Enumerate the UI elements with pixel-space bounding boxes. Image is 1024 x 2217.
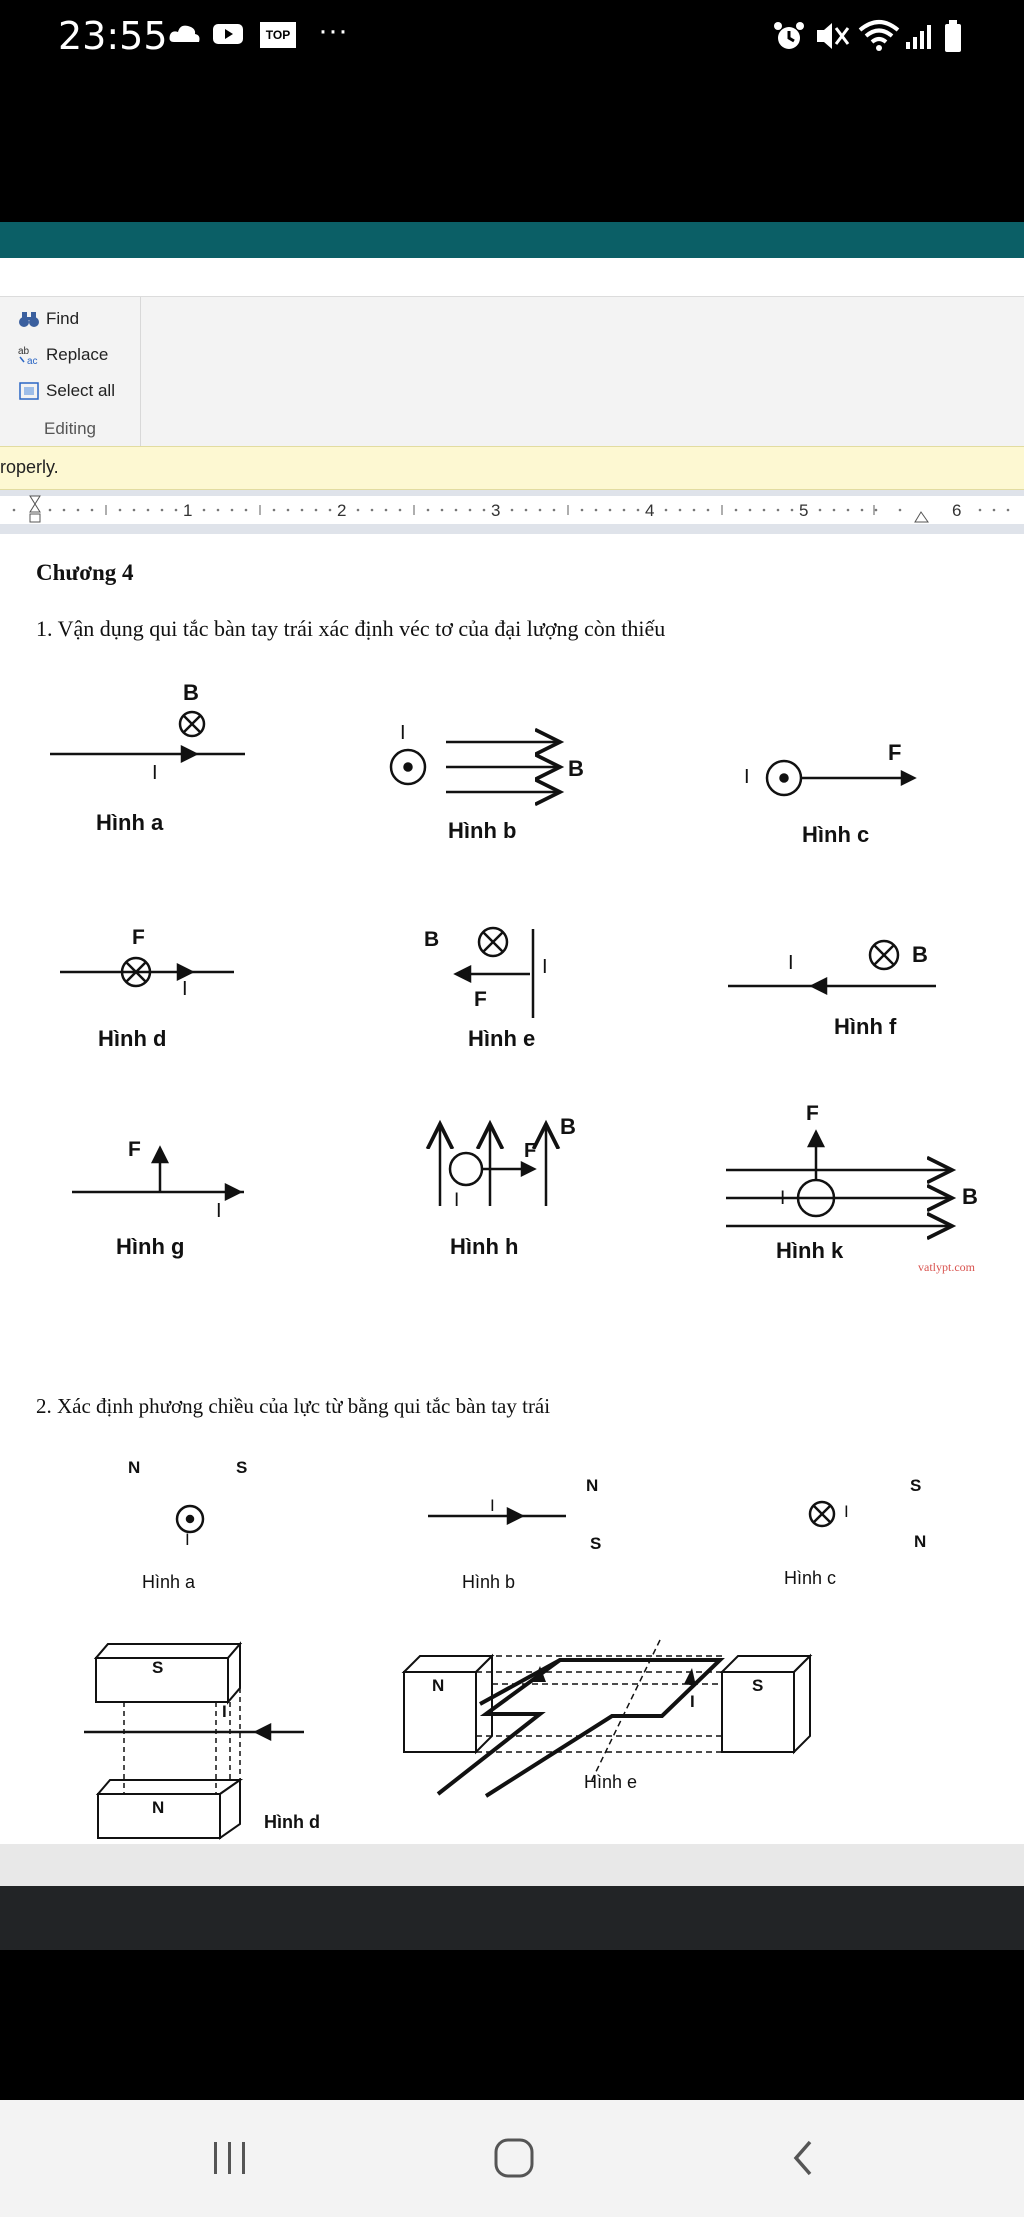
- app-title-band: [0, 222, 1024, 258]
- ruler-mark-5: 5: [799, 501, 809, 520]
- message-text: roperly.: [0, 457, 59, 477]
- question-2-title: 2. Xác định phương chiều của lực từ bằng qui tắc bàn tay trái: [36, 1394, 551, 1418]
- fig1k-F-label: F: [806, 1102, 819, 1125]
- fig1g-F-label: F: [128, 1138, 141, 1161]
- fig2c-I-label: I: [844, 1502, 849, 1521]
- fig2d-S-label: S: [152, 1658, 164, 1677]
- find-button[interactable]: [18, 309, 79, 329]
- fig1e-B-label: B: [424, 928, 440, 951]
- fig1k-caption: Hình k: [776, 1238, 844, 1263]
- recent-apps-icon[interactable]: [210, 2138, 250, 2178]
- fig2e-I-label: I: [690, 1692, 695, 1711]
- fig1c-F-label: F: [888, 740, 902, 765]
- ruler-mark-6: 6: [952, 501, 962, 520]
- svg-text:ac: ac: [27, 356, 38, 365]
- signal-icon: [904, 22, 934, 50]
- replace-icon: [18, 345, 40, 365]
- battery-icon: [944, 20, 964, 54]
- fig1g-caption: Hình g: [116, 1234, 185, 1259]
- fig1a-B-label: B: [183, 680, 199, 705]
- notification-badge: TOP: [260, 22, 296, 48]
- fig1f-caption: Hình f: [834, 1014, 897, 1039]
- fig1e-F-label: F: [474, 988, 487, 1011]
- replace-button[interactable]: [18, 345, 108, 365]
- fig2c-caption: Hình c: [784, 1568, 837, 1588]
- fig1k-B-label: B: [962, 1184, 978, 1209]
- fig1k-I-label: I: [780, 1188, 786, 1209]
- status-strip: [0, 1844, 1024, 1886]
- more-notifications-icon: ···: [318, 14, 348, 47]
- editing-group-label: Editing: [44, 419, 96, 438]
- fig1d-I-label: I: [182, 978, 188, 1000]
- fig2a-N-label: N: [128, 1458, 141, 1477]
- empty-area: [0, 1950, 1024, 2100]
- watermark: vatlypt.com: [918, 1260, 975, 1274]
- ribbon-tabs-area: [0, 258, 1024, 296]
- fig1b-caption: Hình b: [448, 818, 517, 843]
- binoculars-icon: [18, 309, 40, 329]
- fig1d-caption: Hình d: [98, 1026, 167, 1051]
- fig1f-B-label: B: [912, 942, 928, 967]
- ruler-mark-2: 2: [337, 501, 347, 520]
- fig2b-I-label: I: [490, 1496, 495, 1515]
- fig1a-I-label: I: [152, 762, 158, 784]
- select-all-button[interactable]: [18, 381, 115, 401]
- fig2b-caption: Hình b: [462, 1572, 516, 1592]
- fig1e-I-label: I: [542, 956, 548, 978]
- svg-text:ab: ab: [18, 346, 30, 357]
- fig2b-N-label: N: [586, 1476, 599, 1495]
- ruler-scale: [0, 490, 1024, 534]
- document-page[interactable]: [0, 534, 1024, 1844]
- fig1a-caption: Hình a: [96, 810, 164, 835]
- fig1h-caption: Hình h: [450, 1234, 519, 1259]
- chapter-title: Chương 4: [36, 560, 134, 585]
- figures-diagrams: [0, 534, 1024, 1844]
- wifi-icon: [858, 18, 900, 52]
- home-icon[interactable]: [492, 2136, 536, 2180]
- fig2d-caption: Hình d: [264, 1812, 320, 1832]
- ruler-mark-3: 3: [491, 501, 501, 520]
- fig2a-I-label: I: [185, 1530, 190, 1549]
- fig1c-I-label: I: [744, 766, 750, 788]
- fig1g-I-label: I: [216, 1200, 222, 1222]
- fig2d-I-label: I: [222, 1702, 227, 1721]
- alarm-icon: [772, 20, 806, 52]
- find-label: Find: [46, 309, 80, 328]
- mute-icon: [814, 20, 850, 52]
- fig1h-I-label: I: [454, 1190, 460, 1211]
- ribbon: [0, 296, 1024, 447]
- fig2e-N-label: N: [432, 1676, 445, 1695]
- fig1d-F-label: F: [132, 926, 145, 949]
- fig1f-I-label: I: [788, 952, 794, 974]
- fig2e-S-label: S: [752, 1676, 764, 1695]
- select-all-label: Select all: [46, 381, 115, 400]
- ruler-mark-1: 1: [183, 501, 193, 520]
- fig1c-caption: Hình c: [802, 822, 870, 847]
- fig2b-S-label: S: [590, 1534, 602, 1553]
- fig1e-caption: Hình e: [468, 1026, 536, 1051]
- question-1-title: 1. Vận dụng qui tắc bàn tay trái xác định véc tơ của đại lượng còn thiếu: [36, 616, 666, 641]
- fig2e-caption: Hình e: [584, 1772, 638, 1792]
- fig2a-S-label: S: [236, 1458, 248, 1477]
- fig2a-caption: Hình a: [142, 1572, 196, 1592]
- cloud-icon: [168, 22, 202, 44]
- back-icon[interactable]: [788, 2138, 818, 2178]
- fig1h-B-label: B: [560, 1114, 576, 1139]
- fig2c-N-label: N: [914, 1532, 927, 1551]
- app-bottom-bar: [0, 1886, 1024, 1950]
- select-all-icon: [18, 381, 40, 401]
- replace-label: Replace: [46, 345, 109, 364]
- editing-group: [0, 297, 141, 447]
- fig1h-F-label: F: [524, 1140, 537, 1162]
- fig1b-B-label: B: [568, 756, 584, 781]
- status-time: 23:55: [58, 14, 168, 58]
- status-bar: [0, 0, 1024, 75]
- navigation-bar: [0, 2100, 1024, 2217]
- message-bar: [0, 446, 1024, 490]
- ruler-mark-4: 4: [645, 501, 655, 520]
- fig1b-I-label: I: [400, 722, 406, 744]
- fig2d-N-label: N: [152, 1798, 165, 1817]
- fig2c-S-label: S: [910, 1476, 922, 1495]
- youtube-icon: [212, 22, 246, 46]
- ruler[interactable]: [0, 490, 1024, 535]
